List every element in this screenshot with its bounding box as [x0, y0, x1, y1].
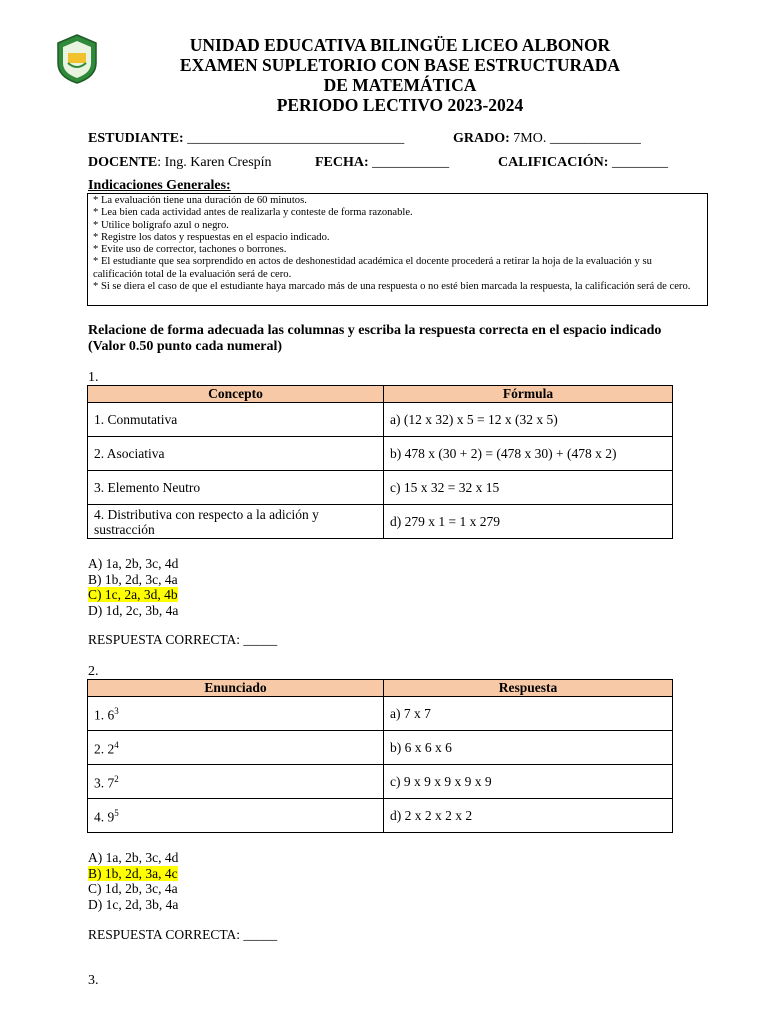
table-row: [88, 505, 673, 539]
option-c[interactable]: [88, 587, 178, 603]
table-row: [88, 731, 673, 765]
table-header: Concepto: [88, 386, 384, 403]
formula-cell: b) 478 x (30 + 2) = (478 x 30) + (478 x 2): [384, 437, 673, 471]
formula-cell: c) 15 x 32 = 32 x 15: [384, 471, 673, 505]
highlighted-option: B) 1b, 2d, 3a, 4c: [88, 865, 178, 881]
school-period: PERIODO LECTIVO 2023-2024: [276, 95, 524, 115]
table-row: [88, 403, 673, 437]
instructions-box: [87, 193, 708, 306]
question-1-answer[interactable]: RESPUESTA CORRECTA: _____: [88, 632, 278, 647]
instruction-item: * Registre los datos y respuestas en el espacio indicado.: [93, 231, 330, 243]
grade-value[interactable]: 7MO. _____________: [513, 131, 641, 146]
option-d[interactable]: D) 1c, 2d, 3b, 4a: [88, 896, 179, 912]
question-2-answer[interactable]: RESPUESTA CORRECTA: _____: [88, 927, 278, 942]
response-cell: d) 2 x 2 x 2 x 2: [384, 799, 673, 833]
score-blank[interactable]: ________: [611, 155, 668, 170]
instruction-item: * Evite uso de corrector, tachones o borrones.: [93, 244, 287, 256]
question-2-options: [88, 850, 178, 912]
school-name: UNIDAD EDUCATIVA BILINGÜE LICEO ALBONOR: [189, 35, 611, 55]
statement-cell: 3. $7^2$: [88, 765, 384, 799]
concept-cell: 3. Elemento Neutro: [88, 471, 384, 505]
formula-cell: d) 279 x 1 = 1 x 279: [384, 505, 673, 539]
teacher-field: [88, 155, 272, 171]
instruction-item: * Si se diera el caso de que el estudiante haya marcado más de una respuesta o no esté bien marcada la respuesta, la calificación será de cero.: [93, 281, 691, 293]
option-a[interactable]: A) 1a, 2b, 3c, 4d: [88, 556, 179, 571]
grade-score-field[interactable]: [498, 155, 668, 171]
table-row: [88, 471, 673, 505]
instruction-item: * La evaluación tiene una duración de 60 minutos.: [93, 195, 307, 206]
statement-cell: 2. $2^4$: [88, 731, 384, 765]
table-row: [88, 799, 673, 833]
option-a[interactable]: A) 1a, 2b, 3c, 4d: [88, 850, 179, 865]
date-label: FECHA:: [315, 155, 369, 170]
teacher-value: : Ing. Karen Crespín: [157, 155, 272, 170]
concept-cell: 2. Asociativa: [88, 437, 384, 471]
concept-cell: 1. Conmutativa: [88, 403, 384, 437]
table-row: [88, 765, 673, 799]
instruction-item: * Lea bien cada actividad antes de realizarla y conteste de forma razonable.: [93, 207, 413, 219]
directive-line: Relacione de forma adecuada las columnas y escriba la respuesta correcta en el espacio indicado: [88, 323, 662, 338]
question-2-number: 2.: [88, 664, 99, 679]
table-header: Fórmula: [384, 386, 673, 403]
score-label: CALIFICACIÓN:: [498, 155, 609, 170]
option-b[interactable]: [88, 866, 178, 882]
subject: DE MATEMÁTICA: [323, 75, 477, 95]
directive: [88, 323, 708, 355]
highlighted-option: C) 1c, 2a, 3d, 4b: [88, 587, 178, 602]
instruction-item: * Utilice bolígrafo azul o negro.: [93, 219, 229, 231]
grade-field[interactable]: [453, 131, 641, 147]
option-c[interactable]: C) 1d, 2b, 3c, 4a: [88, 881, 178, 896]
table-row: [88, 697, 673, 731]
response-cell: b) 6 x 6 x 6: [384, 731, 673, 765]
statement-cell: 4. $9^5$: [88, 799, 384, 833]
question-2-table: [87, 679, 673, 833]
table-row: [88, 437, 673, 471]
option-d[interactable]: D) 1d, 2c, 3b, 4a: [88, 602, 179, 618]
question-1-table: [87, 385, 673, 539]
instructions-title: Indicaciones Generales:: [88, 178, 231, 193]
student-label: ESTUDIANTE:: [88, 131, 184, 146]
table-header: Enunciado: [88, 680, 384, 697]
statement-cell: 1. $6^3$: [88, 697, 384, 731]
table-header: Respuesta: [384, 680, 673, 697]
teacher-label: DOCENTE: [88, 155, 158, 170]
formula-cell: a) (12 x 32) x 5 = 12 x (32 x 5): [384, 403, 673, 437]
student-field[interactable]: [88, 131, 404, 147]
date-field[interactable]: [315, 155, 449, 171]
instruction-item: * El estudiante que sea sorprendido en actos de deshonestidad académica el docente procederá a retirar la hoja de la evaluación y su calificación total de la evaluación será de cero.: [93, 256, 652, 280]
school-logo: [54, 33, 100, 85]
question-3-number: 3.: [88, 973, 99, 988]
directive-value: (Valor 0.50 punto cada numeral): [88, 339, 283, 354]
question-1-options: [88, 556, 178, 618]
concept-cell: 4. Distributiva con respecto a la adición y sustracción: [88, 505, 384, 539]
exam-type: EXAMEN SUPLETORIO CON BASE ESTRUCTURADA: [179, 55, 621, 75]
exam-header: [130, 35, 670, 115]
question-1-number: 1.: [88, 370, 99, 385]
response-cell: a) 7 x 7: [384, 697, 673, 731]
option-b[interactable]: B) 1b, 2d, 3c, 4a: [88, 571, 178, 587]
date-blank[interactable]: ___________: [372, 155, 450, 170]
response-cell: c) 9 x 9 x 9 x 9 x 9: [384, 765, 673, 799]
grade-label: GRADO:: [453, 131, 510, 146]
student-blank[interactable]: _______________________________: [187, 131, 405, 146]
